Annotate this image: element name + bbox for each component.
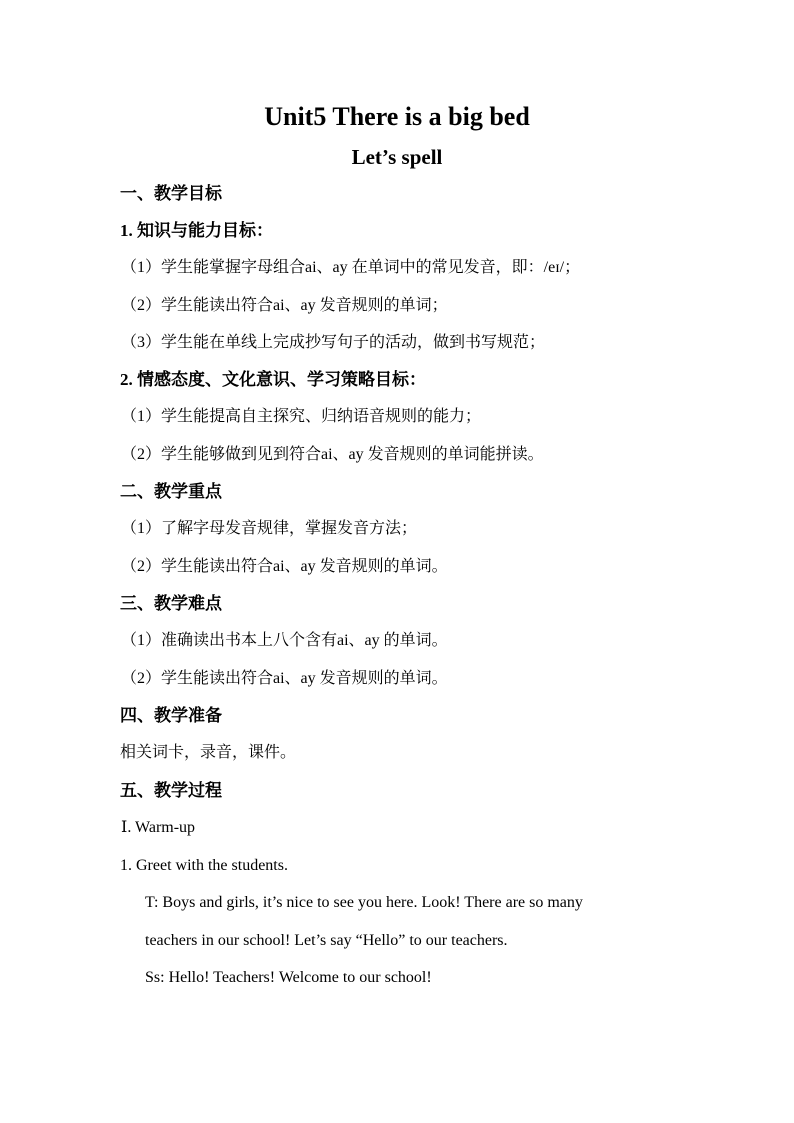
objective-1-3: （3）学生能在单线上完成抄写句子的活动，做到书写规范； — [121, 334, 546, 351]
section-3-heading: 三、教学难点 — [120, 594, 222, 613]
dialogue-line-3: Ss: Hello! Teachers! Welcome to our school! — [145, 969, 432, 986]
section-1-subheading-1: 1. 知识与能力目标： — [120, 221, 273, 240]
difficulty-1: （1）准确读出书本上八个含有ai、ay 的单词。 — [121, 632, 448, 649]
section-1-heading: 一、教学目标 — [120, 184, 222, 203]
key-point-2: （2）学生能读出符合ai、ay 发音规则的单词。 — [121, 558, 448, 575]
objective-2-1: （1）学生能提高自主探究、归纳语音规则的能力； — [121, 408, 482, 425]
step-item-1: 1. Greet with the students. — [120, 857, 288, 874]
preparation-text: 相关词卡，录音，课件。 — [120, 744, 297, 761]
step-warm-up: Ⅰ. Warm-up — [121, 819, 196, 836]
section-5-heading: 五、教学过程 — [120, 781, 222, 800]
dialogue-line-2: teachers in our school! Let’s say “Hello” to our teachers. — [145, 932, 508, 949]
document-subtitle: Let’s spell — [351, 145, 443, 169]
dialogue-line-1: T: Boys and girls, it’s nice to see you here. Look! There are so many — [145, 894, 583, 911]
objective-2-2: （2）学生能够做到见到符合ai、ay 发音规则的单词能拼读。 — [121, 446, 544, 463]
section-1-subheading-2: 2. 情感态度、文化意识、学习策略目标： — [120, 370, 426, 389]
objective-1-1: （1）学生能掌握字母组合ai、ay 在单词中的常见发音，即：/eɪ/； — [121, 259, 581, 276]
document-title: Unit5 There is a big bed — [264, 102, 530, 131]
difficulty-2: （2）学生能读出符合ai、ay 发音规则的单词。 — [121, 670, 448, 687]
section-2-heading: 二、教学重点 — [120, 482, 222, 501]
objective-1-2: （2）学生能读出符合ai、ay 发音规则的单词； — [121, 297, 448, 314]
key-point-1: （1）了解字母发音规律，掌握发音方法； — [121, 520, 418, 537]
section-4-heading: 四、教学准备 — [120, 706, 222, 725]
